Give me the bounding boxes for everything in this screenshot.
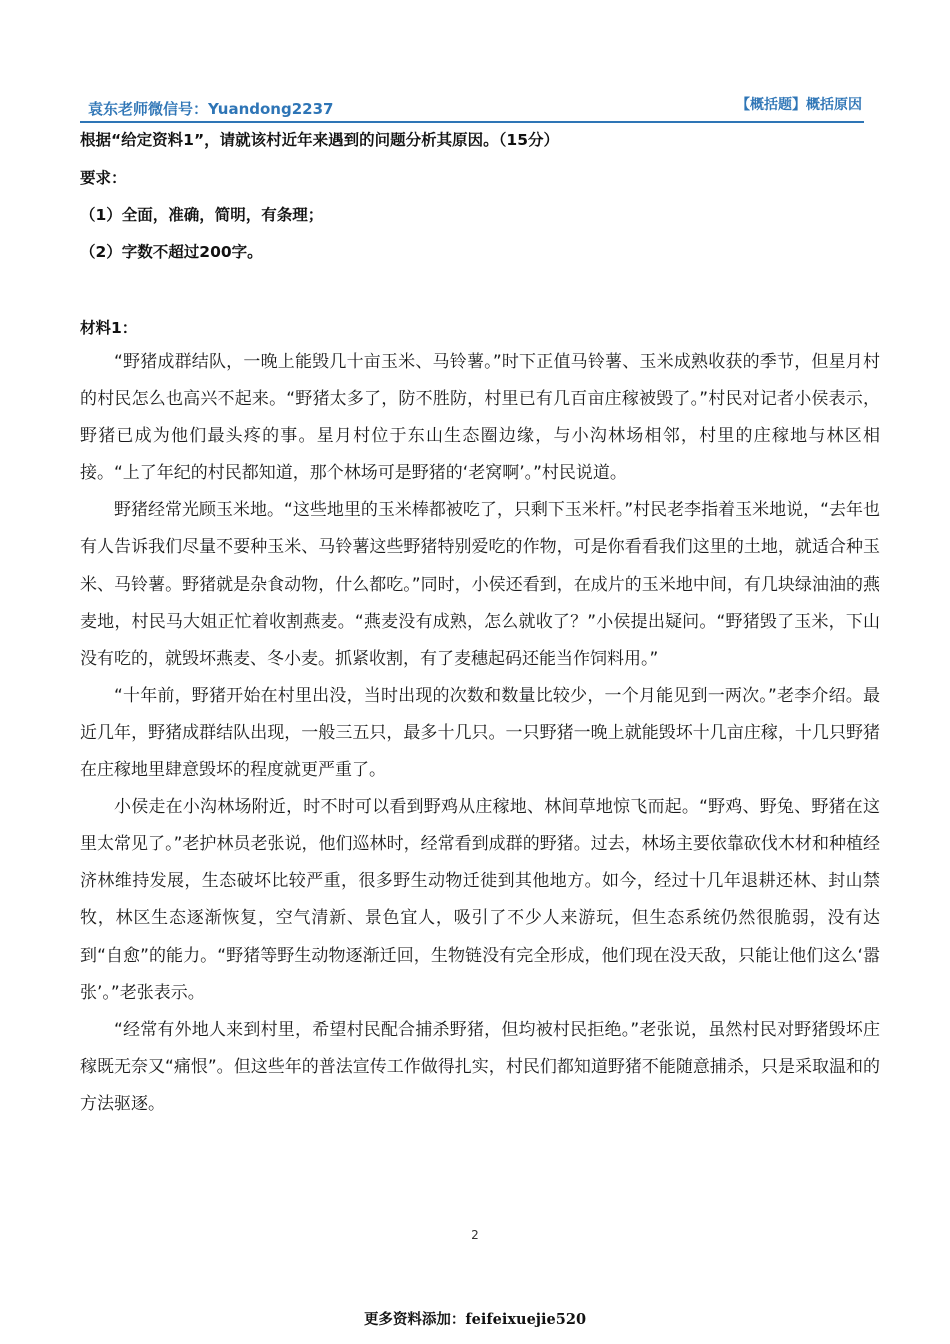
material-body — [80, 344, 880, 1123]
teacher-wechat-header: 袁东老师微信号：Yuandong2237 — [88, 100, 334, 118]
page-number: 2 — [471, 1228, 479, 1242]
material-paragraph: 小侯走在小沟林场附近，时不时可以看到野鸡从庄稼地、林间草地惊飞而起。“野鸡、野兔、野猪在这里太常见了。”老护林员老张说，他们巡林时，经常看到成群的野猪。过去，林场主要依靠砍伐木材和种植经济林维持发展，生态破坏比较严重，很多野生动物迁徙到其他地方。如今，经过十几年退耕还林、封山禁牧，林区生态逐渐恢复，空气清新、景色宜人，吸引了不少人来游玩，但生态系统仍然很脆弱，没有达到“自愈”的能力。“野猪等野生动物逐渐迁回，生物链没有完全形成，他们现在没天敌，只能让他们这么‘嚣张’。”老张表示。 — [80, 797, 880, 1003]
requirements-title: 要求： — [80, 169, 127, 187]
footer-contact-note: 更多资料添加：feifeixuejie520 — [363, 1311, 587, 1328]
material-paragraph: 野猪经常光顾玉米地。“这些地里的玉米棒都被吃了，只剩下玉米杆。”村民老李指着玉米地说，“去年也有人告诉我们尽量不要种玉米、马铃薯这些野猪特别爱吃的作物，可是你看看我们这里的土地，就适合种玉米、马铃薯。野猪就是杂食动物，什么都吃。”同时，小侯还看到，在成片的玉米地中间，有几块绿油油的燕麦地，村民马大姐正忙着收割燕麦。“燕麦没有成熟，怎么就收了？”小侯提出疑问。“野猪毁了玉米，下山没有吃的，就毁坏燕麦、冬小麦。抓紧收割，有了麦穗起码还能当作饲料用。” — [80, 500, 880, 669]
header-divider — [80, 121, 864, 123]
material-paragraph: “野猪成群结队，一晚上能毁几十亩玉米、马铃薯。”时下正值马铃薯、玉米成熟收获的季节，但星月村的村民怎么也高兴不起来。“野猪太多了，防不胜防，村里已有几百亩庄稼被毁了。”村民对记者小侯表示，野猪已成为他们最头疼的事。星月村位于东山生态圈边缘，与小沟林场相邻，村里的庄稼地与林区相接。“上了年纪的村民都知道，那个林场可是野猪的‘老窝啊’。”村民说道。 — [80, 352, 880, 484]
requirement-item: （1）全面，准确，简明，有条理； — [80, 206, 324, 224]
material-title: 材料1： — [80, 319, 138, 337]
material-paragraph: “十年前，野猪开始在村里出没，当时出现的次数和数量比较少，一个月能见到一两次。”老李介绍。最近几年，野猪成群结队出现，一般三五只，最多十几只。一只野猪一晚上就能毁坏十几亩庄稼，十几只野猪在庄稼地里肆意毁坏的程度就更严重了。 — [80, 685, 880, 781]
requirement-item: （2）字数不超过200字。 — [80, 243, 263, 261]
question-prompt: 根据“给定资料1”，请就该村近年来遇到的问题分析其原因。（15分） — [80, 131, 559, 149]
material-paragraph: “经常有外地人来到村里，希望村民配合捕杀野猪，但均被村民拒绝。”老张说，虽然村民对野猪毁坏庄稼既无奈又“痛恨”。但这些年的普法宣传工作做得扎实，村民们都知道野猪不能随意捕杀，只是采取温和的方法驱逐。 — [80, 1019, 880, 1114]
question-type-tag: 【概括题】概括原因 — [736, 97, 862, 113]
